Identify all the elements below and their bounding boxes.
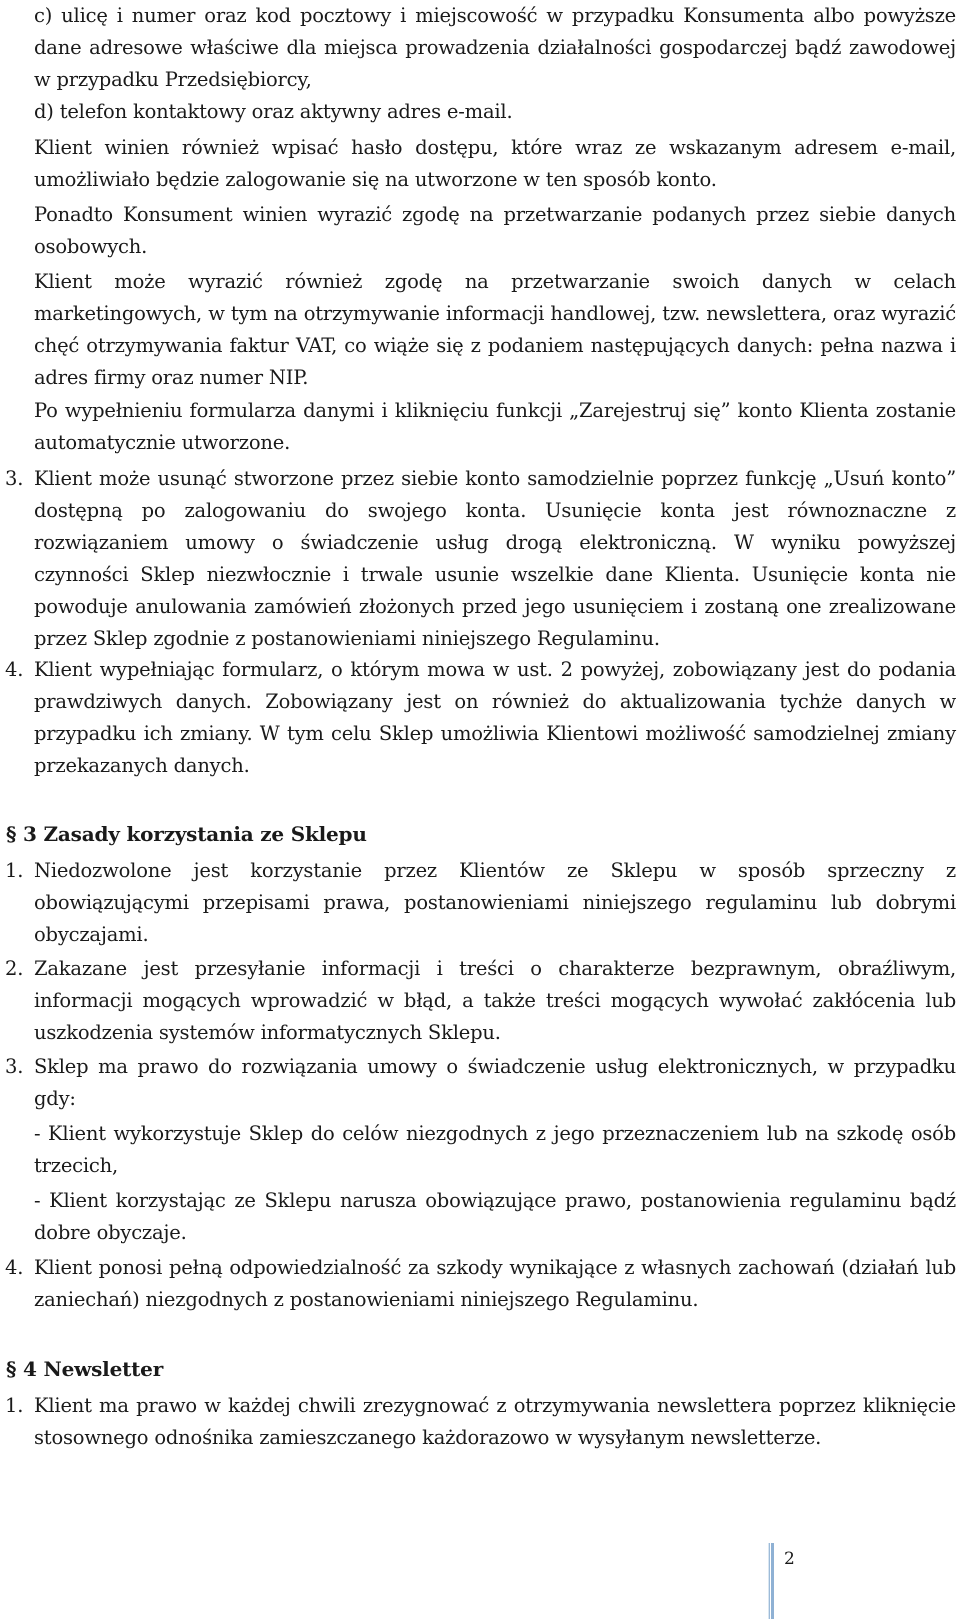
list-item-delete-account: Klient może usunąć stworzone przez siebie konto samodzielnie poprzez funkcję „Usuń konto” dostępną po zalogowaniu do swojego konta. Usunięcie konta jest równoznaczne z rozwiązaniem umowy o świadczenie usług drogą elektroniczną. W wyniku powyższej czynności Sklep niezwłocznie i trwale usunie wszelkie dane Klienta. Usunięcie konta nie powoduje anulowania zamówień złożonych przed jego usunięciem i zostaną one zrealizowane przez Sklep zgodnie z postanowieniami niniejszego Regulaminu. [34,467,956,650]
paragraph-register: Po wypełnieniu formularza danymi i kliknięciu funkcji „Zarejestruj się” konto Klienta zostanie automatycznie utworzone. [34,399,956,454]
item-number: 3. [5,1055,24,1078]
list-item-rule-3: Sklep ma prawo do rozwiązania umowy o świadczenie usług elektronicznych, w przypadku gdy: [34,1055,956,1110]
dash-item-1: - Klient wykorzystuje Sklep do celów niezgodnych z jego przeznaczeniem lub na szkodę osób trzecich, [34,1122,956,1177]
list-item-true-data: Klient wypełniając formularz, o którym mowa w ust. 2 powyżej, zobowiązany jest do podania prawdziwych danych. Zobowiązany jest on również do aktualizowania tychże danych w przypadku ich zmiany. W tym celu Sklep umożliwia Klientowi możliwość samodzielnej zmiany przekazanych danych. [34,658,956,777]
section-3-heading: § 3 Zasady korzystania ze Sklepu [6,822,367,846]
footer-divider [768,1543,774,1619]
item-number: 3. [5,467,24,490]
paragraph-marketing: Klient może wyrazić również zgodę na przetwarzanie swoich danych w celach marketingowych, w tym na otrzymywanie informacji handlowej, tzw. newslettera, oraz wyrazić chęć otrzymywania faktur VAT, co wiąże się z podaniem następujących danych: pełna nazwa i adres firmy oraz numer NIP. [34,270,956,389]
item-number: 4. [5,1256,24,1279]
item-number: 1. [5,859,24,882]
section-4-heading: § 4 Newsletter [6,1357,164,1381]
item-number: 2. [5,957,24,980]
list-item-rule-2: Zakazane jest przesyłanie informacji i treści o charakterze bezprawnym, obraźliwym, informacji mogących wprowadzić w błąd, a także treści mogących wywołać zakłócenia lub uszkodzenia systemów informatycznych Sklepu. [34,957,956,1044]
list-item-newsletter-1: Klient ma prawo w każdej chwili zrezygnować z otrzymywania newslettera poprzez kliknięcie stosownego odnośnika zamieszczanego każdorazowo w wysyłanym newsletterze. [34,1394,956,1449]
list-item-rule-4: Klient ponosi pełną odpowiedzialność za szkody wynikające z własnych zachowań (działań lub zaniechań) niezgodnych z postanowieniami niniejszego Regulaminu. [34,1256,956,1311]
dash-item-2: - Klient korzystając ze Sklepu narusza obowiązujące prawo, postanowienia regulaminu bądź dobre obyczaje. [34,1189,956,1244]
page-number: 2 [784,1549,795,1569]
list-item-d: d) telefon kontaktowy oraz aktywny adres e-mail. [34,100,513,123]
list-item-rule-1: Niedozwolone jest korzystanie przez Klientów ze Sklepu w sposób sprzeczny z obowiązującymi przepisami prawa, postanowieniami niniejszego regulaminu lub dobrymi obyczajami. [34,859,956,946]
paragraph-password: Klient winien również wpisać hasło dostępu, które wraz ze wskazanym adresem e-mail, umożliwiało będzie zalogowanie się na utworzone w ten sposób konto. [34,136,956,191]
item-number: 4. [5,658,24,681]
list-item-c: c) ulicę i numer oraz kod pocztowy i miejscowość w przypadku Konsumenta albo powyższe dane adresowe właściwe dla miejsca prowadzenia działalności gospodarczej bądź zawodowej w przypadku Przedsiębiorcy, [34,4,956,91]
item-number: 1. [5,1394,24,1417]
paragraph-consent: Ponadto Konsument winien wyrazić zgodę na przetwarzanie podanych przez siebie danych osobowych. [34,203,956,258]
